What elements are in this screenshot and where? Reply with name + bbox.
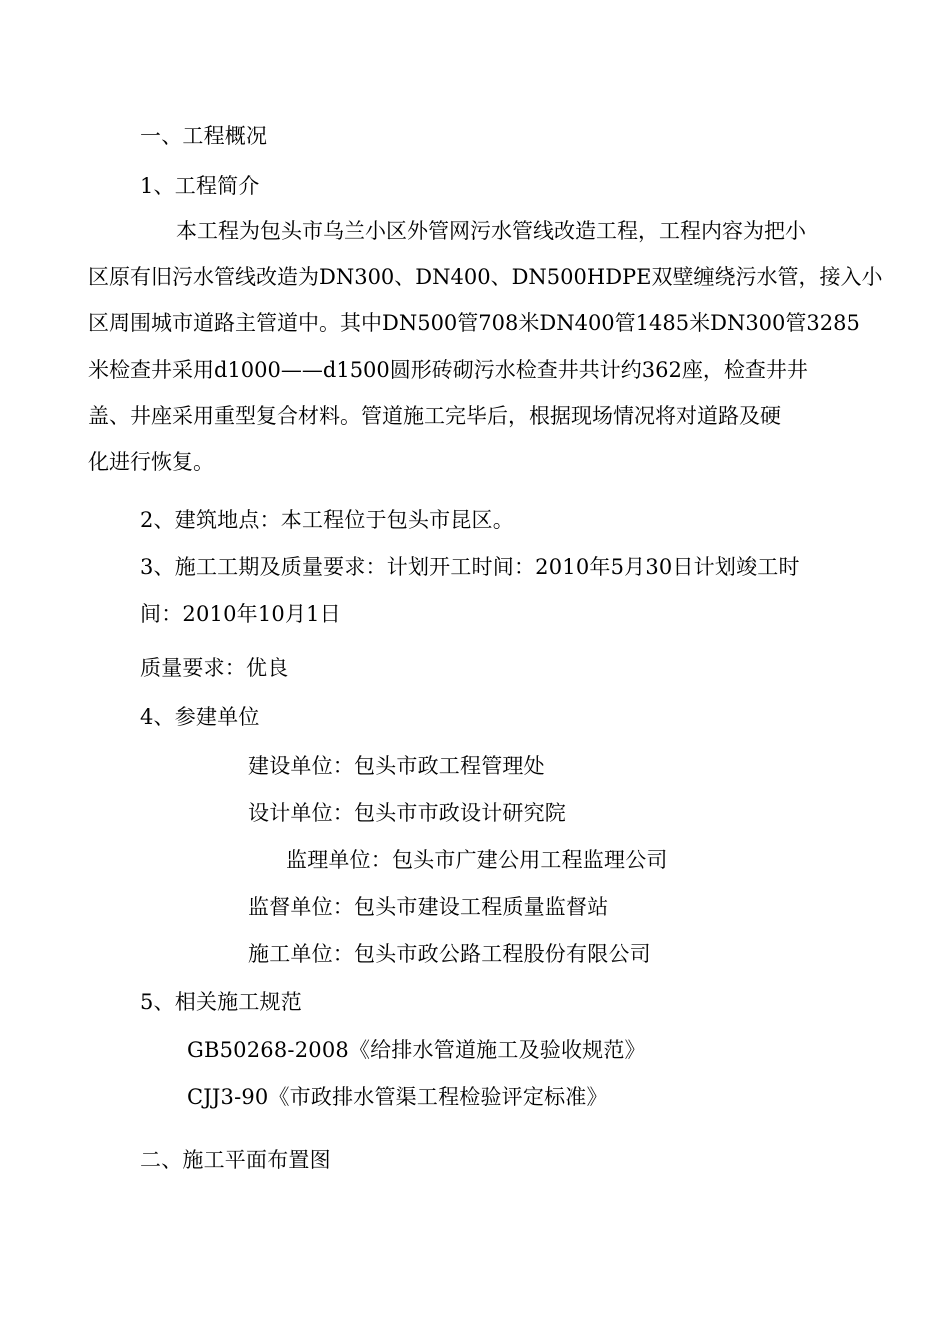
intro-heading: 1、工程简介 [140,174,260,198]
section-1-title: 一、工程概况 [140,124,268,148]
intro-paragraph [88,217,888,494]
intro-line: 区原有旧污水管线改造为DN300、DN400、DN500HDPE双壁缠绕污水管，接入小 [88,265,883,290]
unit-design: 设计单位：包头市市政设计研究院 [248,801,566,825]
quality-line: 质量要求：优良 [140,656,289,680]
schedule-line-1: 3、施工工期及质量要求：计划开工时间：2010年5月30日计划竣工时 [140,555,800,579]
intro-line: 盖、井座采用重型复合材料。管道施工完毕后，根据现场情况将对道路及硬 [88,403,781,428]
section-2-title: 二、施工平面布置图 [140,1148,331,1172]
standard-item: GB50268-2008《给排水管道施工及验收规范》 [187,1038,646,1062]
units-heading: 4、参建单位 [140,705,260,729]
standards-heading: 5、相关施工规范 [140,990,302,1014]
location-line: 2、建筑地点：本工程位于包头市昆区。 [140,508,514,532]
unit-contractor: 施工单位：包头市政公路工程股份有限公司 [248,942,651,966]
unit-oversight: 监督单位：包头市建设工程质量监督站 [248,895,609,919]
intro-line: 区周围城市道路主管道中。其中DN500管708米DN400管1485米DN300管3285 [88,311,860,336]
intro-line: 米检查井采用d1000——d1500圆形砖砌污水检查井共计约362座，检查井井 [88,357,808,382]
intro-line: 化进行恢复。 [88,449,214,474]
intro-line: 本工程为包头市乌兰小区外管网污水管线改造工程，工程内容为把小 [176,219,806,243]
unit-construction: 建设单位：包头市政工程管理处 [248,754,545,778]
standard-item: CJJ3-90《市政排水管渠工程检验评定标准》 [187,1085,608,1109]
unit-supervision: 监理单位：包头市广建公用工程监理公司 [286,848,668,872]
schedule-line-2: 间：2010年10月1日 [140,602,341,626]
